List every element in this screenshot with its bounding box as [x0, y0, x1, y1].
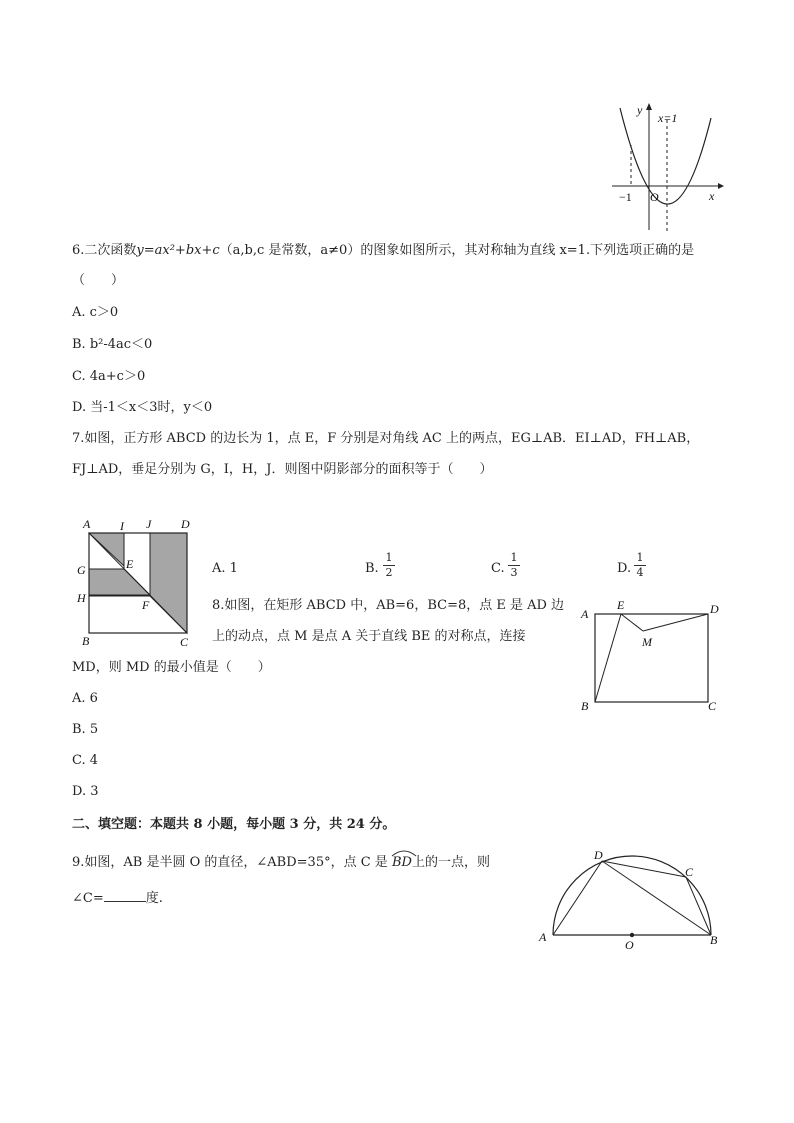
label-i: I: [120, 519, 124, 533]
label-d: D: [594, 848, 603, 862]
q7-option-b-letter: B.: [365, 561, 379, 576]
neg-one-label: −1: [619, 190, 632, 204]
q9-question-line1: [72, 853, 490, 871]
q7-option-b-denominator: 2: [385, 566, 393, 579]
q6-answer-paren: （ ）: [72, 273, 125, 288]
symmetry-axis-label: x=1: [658, 111, 678, 125]
q7-square-figure: [72, 514, 202, 648]
q9-unit: 度.: [145, 891, 163, 906]
shaded-rect-g-region: [89, 569, 150, 595]
y-axis-arrow: [646, 103, 652, 110]
q8-option-c: C. 4: [72, 753, 99, 768]
q7-option-d-fraction: [634, 552, 646, 579]
q6-option-a: A. c＞0: [72, 305, 119, 320]
q7-option-c-fraction: [508, 552, 520, 579]
q6-option-d: D. 当-1＜x＜3时，y＜0: [72, 400, 213, 415]
q9-arc-label: BD: [391, 855, 412, 870]
q7-option-d-numerator: 1: [636, 551, 644, 564]
rectangle-abcd: [595, 614, 708, 702]
label-e: E: [617, 598, 625, 612]
y-axis-label: y: [637, 103, 643, 117]
label-h: H: [77, 591, 86, 605]
segment-be: [595, 614, 621, 702]
label-e: E: [126, 557, 134, 571]
q6-formula: y=ax²+bx+c: [136, 243, 220, 258]
segment-em: [621, 614, 643, 631]
q9-question-line2: [72, 889, 163, 907]
q7-option-a-letter: A.: [212, 561, 226, 576]
q7-option-c-numerator: 1: [510, 551, 518, 564]
q8-option-b: B. 5: [72, 722, 99, 737]
center-point-o: [630, 933, 634, 937]
q7-option-c-denominator: 3: [510, 566, 518, 579]
label-d: D: [710, 602, 719, 616]
segment-md: [643, 614, 708, 631]
section2-prefix: 二、填空题：: [72, 817, 151, 832]
q7-option-d-denominator: 4: [636, 566, 644, 579]
label-c: C: [685, 865, 694, 879]
chord-ad: [553, 861, 602, 935]
q9-arc-bd: [392, 853, 412, 871]
label-a: A: [539, 930, 547, 944]
label-g: G: [77, 563, 86, 577]
label-c: C: [180, 635, 189, 648]
q7-question-line2: FJ⊥AD，垂足分别为 G，I，H，J．则图中阴影部分的面积等于（ ）: [72, 462, 493, 477]
shaded-rect-j-region: [150, 533, 187, 633]
origin-label: O: [650, 190, 659, 204]
q8-option-d: D. 3: [72, 784, 99, 799]
label-j: J: [146, 517, 152, 531]
label-o: O: [625, 938, 634, 952]
q7-option-b-numerator: 1: [385, 551, 393, 564]
q9-lead-end: 上的一点，则: [411, 855, 490, 870]
label-b: B: [581, 699, 589, 713]
q6-option-b: B. b²-4ac＜0: [72, 337, 153, 352]
q7-option-d-letter: D.: [617, 561, 632, 576]
label-b: B: [710, 933, 718, 947]
q7-option-c-letter: C.: [491, 561, 505, 576]
label-d: D: [181, 517, 190, 531]
q9-lead: 9.如图，AB 是半圆 O 的直径，∠ABD=35°，点 C 是: [72, 855, 388, 870]
q8-option-a: A. 6: [72, 691, 98, 706]
arc-symbol-icon: [391, 849, 417, 857]
q7-question-line1: 7.如图，正方形 ABCD 的边长为 1，点 E，F 分别是对角线 AC 上的两点，EG⊥AB．EI⊥AD，FH⊥AB，: [72, 431, 700, 446]
label-b: B: [82, 634, 90, 648]
x-axis-label: x: [709, 189, 715, 203]
q7-option-a-value: 1: [229, 561, 238, 576]
q8-question-line1: 8.如图，在矩形 ABCD 中，AB=6，BC=8，点 E 是 AD 边: [212, 598, 565, 613]
q7-option-b-fraction: [383, 552, 395, 579]
q9-answer-blank[interactable]: [104, 889, 146, 902]
section2-heading: [72, 817, 395, 833]
q9-angle-c: ∠C=: [72, 891, 104, 906]
q8-rectangle-figure: [576, 596, 726, 718]
q6-parabola-figure: [606, 100, 726, 235]
q6-lead-end: （a,b,c 是常数，a≠0）的图象如图所示，其对称轴为直线 x=1.下列选项正确的是: [219, 243, 695, 258]
label-f: F: [142, 598, 150, 612]
label-m: M: [642, 635, 652, 649]
q8-question-line3: MD，则 MD 的最小值是（ ）: [72, 660, 271, 675]
x-axis-arrow: [718, 183, 724, 189]
q7-option-a: [212, 561, 238, 577]
q8-question-line2: 上的动点，点 M 是点 A 关于直线 BE 的对称点，连接: [212, 629, 526, 644]
q9-semicircle-figure: [534, 845, 726, 953]
q6-question-line1: [72, 243, 694, 259]
label-a: A: [83, 517, 91, 531]
label-c: C: [708, 699, 717, 713]
q6-lead: 6.二次函数: [72, 243, 137, 258]
q6-option-c: C. 4a+c＞0: [72, 369, 146, 384]
section2-body: 本题共 8 小题，每小题 3 分，共 24 分。: [150, 817, 396, 832]
label-a: A: [581, 607, 589, 621]
